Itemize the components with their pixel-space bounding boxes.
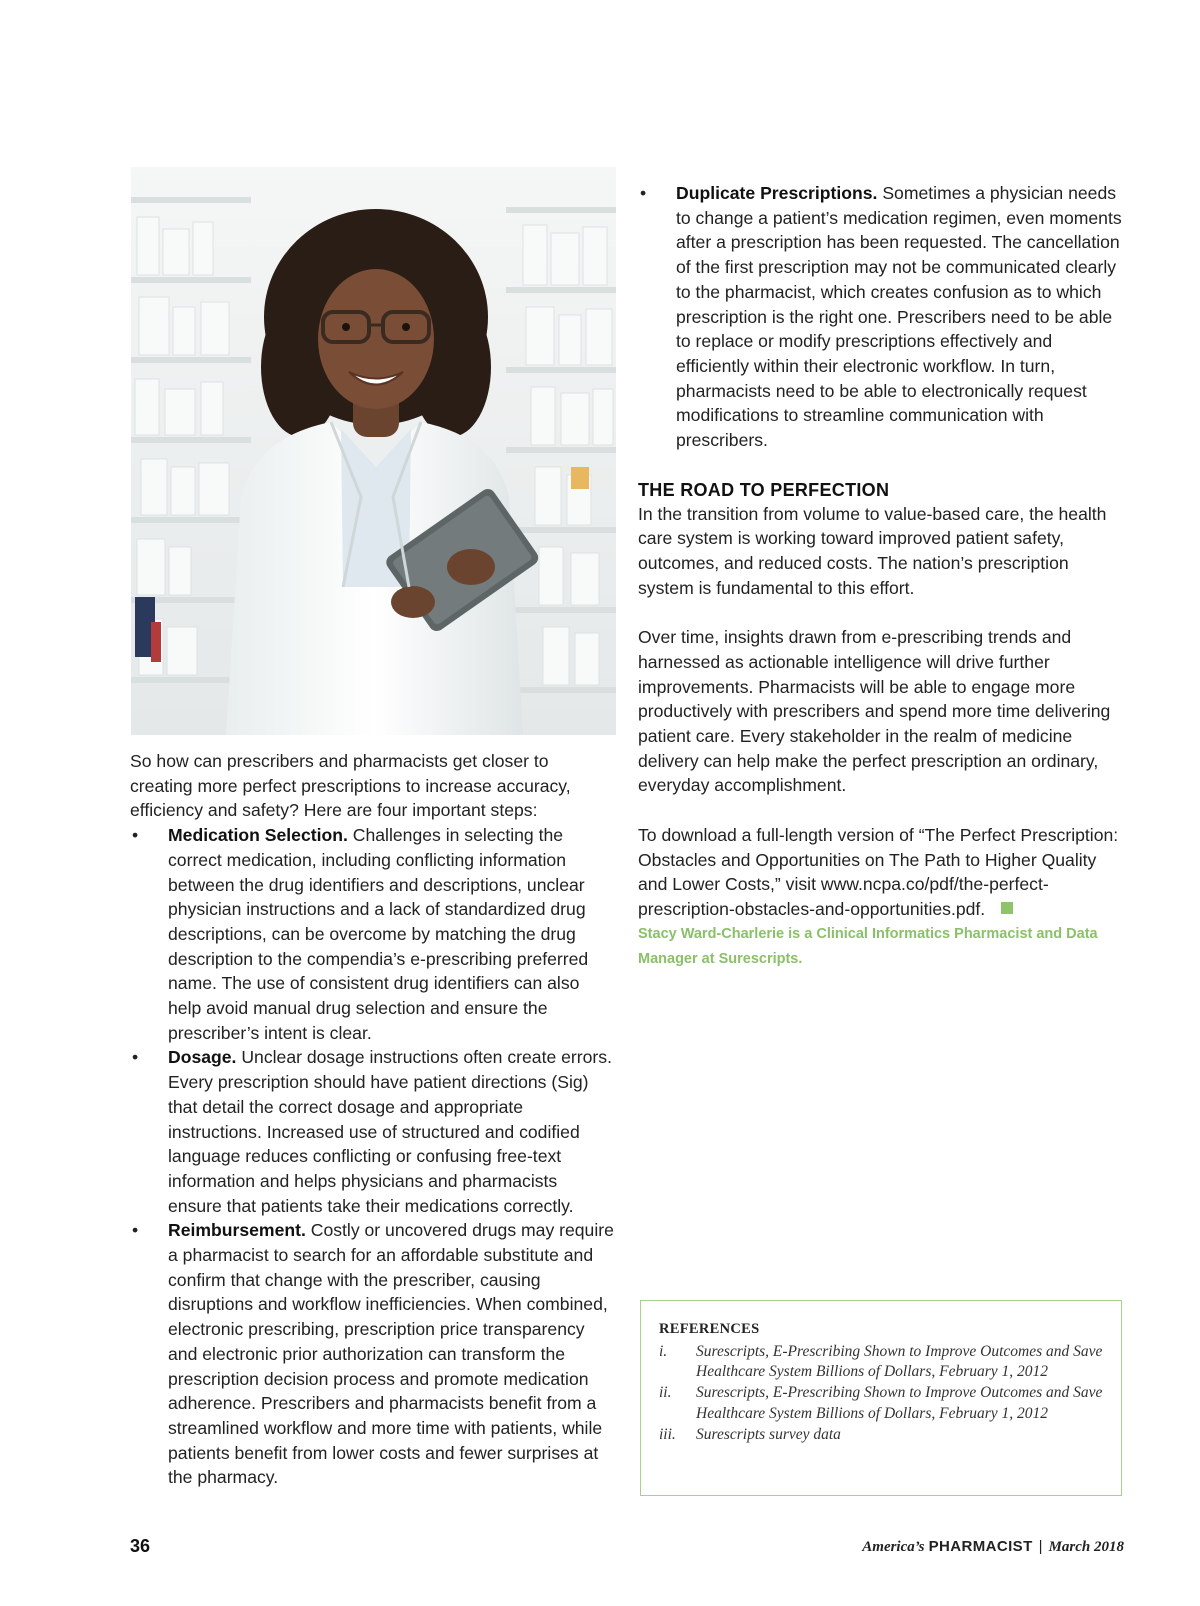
list-item [659, 1425, 1103, 1446]
intro-paragraph: So how can prescribers and pharmacists get closer to creating more perfect prescriptions to increase accuracy, efficiency and safety? Here are four important steps: [130, 751, 571, 821]
references-title: REFERENCES [659, 1321, 760, 1337]
list-item [638, 181, 1126, 453]
list-item [659, 1342, 1103, 1383]
step-title: Medication Selection. [168, 825, 348, 846]
magazine-masthead [862, 1538, 1124, 1556]
reference-text: Surescripts, E-Prescribing Shown to Improve Outcomes and Save Healthcare System Billions of Dollars, February 1, 2012 [696, 1342, 1103, 1381]
left-column [130, 749, 614, 1490]
body-paragraph: Over time, insights drawn from e-prescribing trends and harnessed as actionable intelligence will drive further improvements. Pharmacists will be able to engage more productively with prescribers and spend more time delivering patient care. Every stakeholder in the realm of medicine delivery can help make the perfect prescription an ordinary, everyday accomplishment. [638, 627, 1111, 796]
references-list [659, 1342, 1103, 1446]
steps-list [130, 823, 614, 1490]
step-title: Duplicate Prescriptions. [676, 183, 878, 203]
step-text: Challenges in selecting the correct medication, including conflicting information between the drug identifiers and descriptions, unclear physician instructions and a lack of standardized drug descriptions, can be overcome by matching the drug description to the compendia’s e-prescribing preferred name. The use of consistent drug identifiers can also help avoid manual drug selection and ensure the prescriber’s intent is clear. [168, 825, 589, 1043]
step-text: Costly or uncovered drugs may require a pharmacist to search for an affordable substitute and confirm that change with the prescriber, causing disruptions and workflow inefficiencies. When combined, electronic prescribing, prescription price transparency and electronic prior authorization can transform the prescription decision process and promote medication adherence. Prescribers and pharmacists benefit from a streamlined workflow and more time with patients, while patients benefit from lower costs and fewer surprises at the pharmacy. [168, 1220, 614, 1488]
right-column [638, 181, 1126, 972]
section-heading: THE ROAD TO PERFECTION [638, 479, 890, 500]
download-text: To download a full-length version of “The Perfect Prescription: Obstacles and Opportunities on The Path to Higher Quality and Lower Costs,” visit [638, 824, 1119, 895]
reference-text: Surescripts, E-Prescribing Shown to Improve Outcomes and Save Healthcare System Billions of Dollars, February 1, 2012 [696, 1384, 1103, 1422]
step-text: Sometimes a physician needs to change a patient’s medication regimen, even moments after a prescription has been requested. The cancellation of the first prescription may not be communicated clearly to the pharmacist, which creates confusion as to which prescription is the right one. Prescribers need to be able to replace or modify prescriptions effectively and efficiently within their electronic workflow. In turn, pharmacists need to be able to electronically request modifications to streamline communication with prescribers. [676, 183, 1122, 451]
download-link[interactable]: www.ncpa.co/pdf/the-perfect-prescription-obstacles-and-opportunities.pdf. [638, 874, 1049, 919]
step-title: Reimbursement. [168, 1220, 306, 1241]
steps-list-continued [638, 181, 1126, 453]
reference-number: ii. [659, 1384, 672, 1402]
issue-date: March 2018 [1048, 1539, 1124, 1555]
end-mark-icon [1001, 902, 1013, 914]
reference-number: iii. [659, 1425, 676, 1443]
magazine-name: PHARMACIST [928, 1538, 1033, 1555]
reference-number: i. [659, 1342, 668, 1360]
body-paragraph: In the transition from volume to value-based care, the health care system is working toward improved patient safety, outcomes, and reduced costs. The nation’s prescription system is fundamental to this effort. [638, 503, 1107, 598]
magazine-prefix: America’s [862, 1539, 925, 1555]
footer-separator: | [1038, 1538, 1043, 1555]
download-paragraph [638, 823, 1126, 922]
list-item [130, 1045, 614, 1218]
step-text: Unclear dosage instructions often create errors. Every prescription should have patient directions (Sig) that detail the correct dosage and appropriate instructions. Increased use of structured and codified language reduces conflicting or confusing free-text information and helps physicians and pharmacists ensure that patients take their medications correctly. [168, 1047, 612, 1216]
list-item [659, 1383, 1103, 1424]
list-item [130, 1218, 614, 1490]
pharmacist-photo [131, 167, 616, 735]
page-number: 36 [130, 1536, 151, 1556]
references-box [640, 1300, 1122, 1496]
author-bio: Stacy Ward-Charlerie is a Clinical Informatics Pharmacist and Data Manager at Surescripts. [638, 925, 1098, 967]
reference-text: Surescripts survey data [696, 1425, 841, 1443]
step-title: Dosage. [168, 1047, 237, 1068]
list-item [130, 823, 614, 1045]
